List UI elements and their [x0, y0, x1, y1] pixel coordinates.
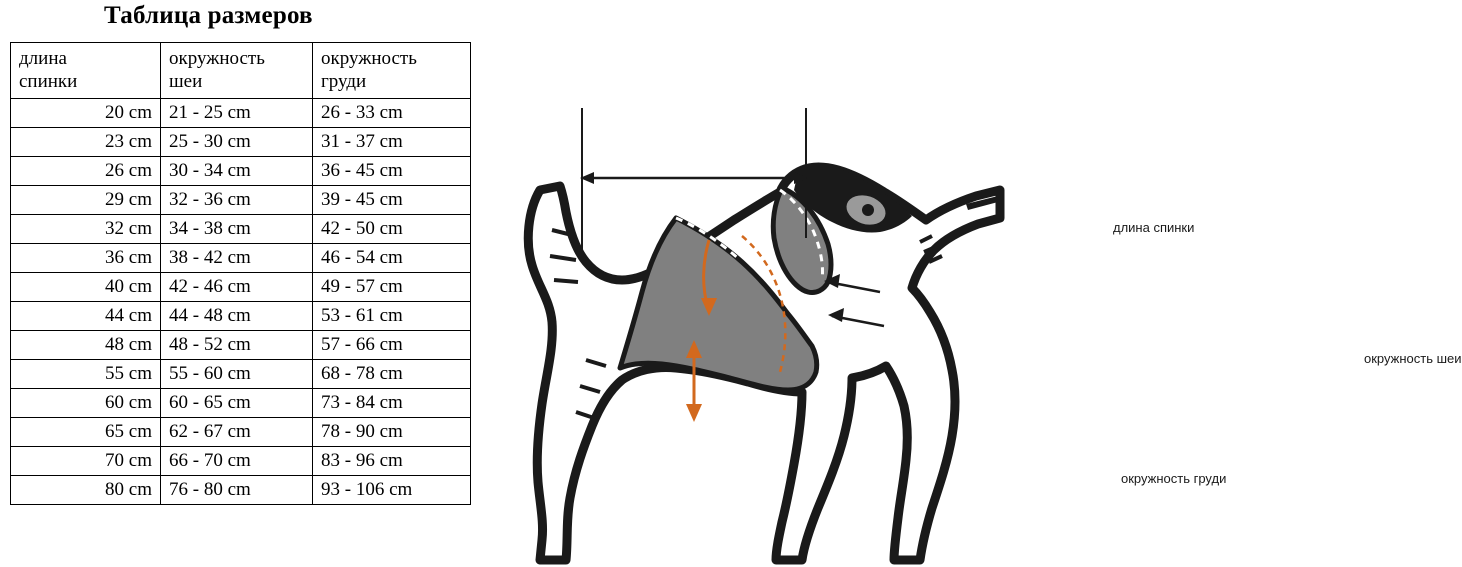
table-row	[11, 157, 471, 186]
table-row	[11, 418, 471, 447]
table-row	[11, 302, 471, 331]
cell-back-length: 60 cm	[11, 389, 161, 418]
column-header-chest-girth	[313, 43, 471, 99]
table-body	[11, 99, 471, 505]
cell-neck-girth: 55 - 60 cm	[161, 360, 313, 389]
column-header-back-length	[11, 43, 161, 99]
cell-chest-girth: 83 - 96 cm	[313, 447, 471, 476]
label-chest-girth: окружность груди	[1121, 471, 1227, 486]
table-header-row	[11, 43, 471, 99]
cell-back-length: 44 cm	[11, 302, 161, 331]
cell-chest-girth: 42 - 50 cm	[313, 215, 471, 244]
cell-neck-girth: 44 - 48 cm	[161, 302, 313, 331]
cell-chest-girth: 68 - 78 cm	[313, 360, 471, 389]
cell-chest-girth: 53 - 61 cm	[313, 302, 471, 331]
cell-back-length: 48 cm	[11, 331, 161, 360]
cell-chest-girth: 31 - 37 cm	[313, 128, 471, 157]
table-row	[11, 447, 471, 476]
eye	[862, 204, 874, 216]
label-neck-girth: окружность шеи	[1364, 351, 1462, 366]
column-header-neck-girth-line1: окружность	[169, 48, 265, 69]
label-back-length: длина спинки	[1113, 220, 1195, 235]
cell-chest-girth: 93 - 106 cm	[313, 476, 471, 505]
table-row	[11, 331, 471, 360]
table-row	[11, 99, 471, 128]
cell-neck-girth: 66 - 70 cm	[161, 447, 313, 476]
column-header-neck-girth-line2: шеи	[169, 71, 203, 93]
cell-back-length: 20 cm	[11, 99, 161, 128]
dog-coat	[620, 188, 831, 390]
cell-chest-girth: 26 - 33 cm	[313, 99, 471, 128]
column-header-chest-girth-line2: груди	[321, 71, 367, 93]
cell-back-length: 70 cm	[11, 447, 161, 476]
cell-neck-girth: 62 - 67 cm	[161, 418, 313, 447]
cell-neck-girth: 21 - 25 cm	[161, 99, 313, 128]
table-row	[11, 389, 471, 418]
table-row	[11, 186, 471, 215]
cell-neck-girth: 48 - 52 cm	[161, 331, 313, 360]
cell-chest-girth: 49 - 57 cm	[313, 273, 471, 302]
size-table-container	[10, 42, 470, 505]
cell-neck-girth: 76 - 80 cm	[161, 476, 313, 505]
cell-neck-girth: 38 - 42 cm	[161, 244, 313, 273]
cell-back-length: 23 cm	[11, 128, 161, 157]
table-row	[11, 360, 471, 389]
chest-arrow-head-lower-bottom	[686, 404, 702, 422]
cell-back-length: 55 cm	[11, 360, 161, 389]
cell-neck-girth: 25 - 30 cm	[161, 128, 313, 157]
cell-chest-girth: 57 - 66 cm	[313, 331, 471, 360]
cell-neck-girth: 32 - 36 cm	[161, 186, 313, 215]
cell-back-length: 40 cm	[11, 273, 161, 302]
table-header	[11, 43, 471, 99]
table-row	[11, 273, 471, 302]
table-row	[11, 215, 471, 244]
table-row	[11, 244, 471, 273]
cell-chest-girth: 39 - 45 cm	[313, 186, 471, 215]
cell-chest-girth: 78 - 90 cm	[313, 418, 471, 447]
cell-neck-girth: 60 - 65 cm	[161, 389, 313, 418]
size-table	[10, 42, 471, 505]
cell-neck-girth: 42 - 46 cm	[161, 273, 313, 302]
cell-back-length: 80 cm	[11, 476, 161, 505]
cell-chest-girth: 46 - 54 cm	[313, 244, 471, 273]
page-title: Таблица размеров	[104, 2, 313, 29]
column-header-neck-girth	[161, 43, 313, 99]
cell-neck-girth: 34 - 38 cm	[161, 215, 313, 244]
cell-back-length: 32 cm	[11, 215, 161, 244]
table-row	[11, 476, 471, 505]
table-row	[11, 128, 471, 157]
column-header-back-length-line1: длина	[19, 48, 67, 69]
cell-neck-girth: 30 - 34 cm	[161, 157, 313, 186]
cell-back-length: 36 cm	[11, 244, 161, 273]
cell-back-length: 65 cm	[11, 418, 161, 447]
cell-back-length: 26 cm	[11, 157, 161, 186]
cell-chest-girth: 73 - 84 cm	[313, 389, 471, 418]
dog-measurement-diagram	[480, 60, 1462, 565]
cell-chest-girth: 36 - 45 cm	[313, 157, 471, 186]
column-header-back-length-line2: спинки	[19, 71, 78, 93]
cell-back-length: 29 cm	[11, 186, 161, 215]
column-header-chest-girth-line1: окружность	[321, 48, 417, 69]
